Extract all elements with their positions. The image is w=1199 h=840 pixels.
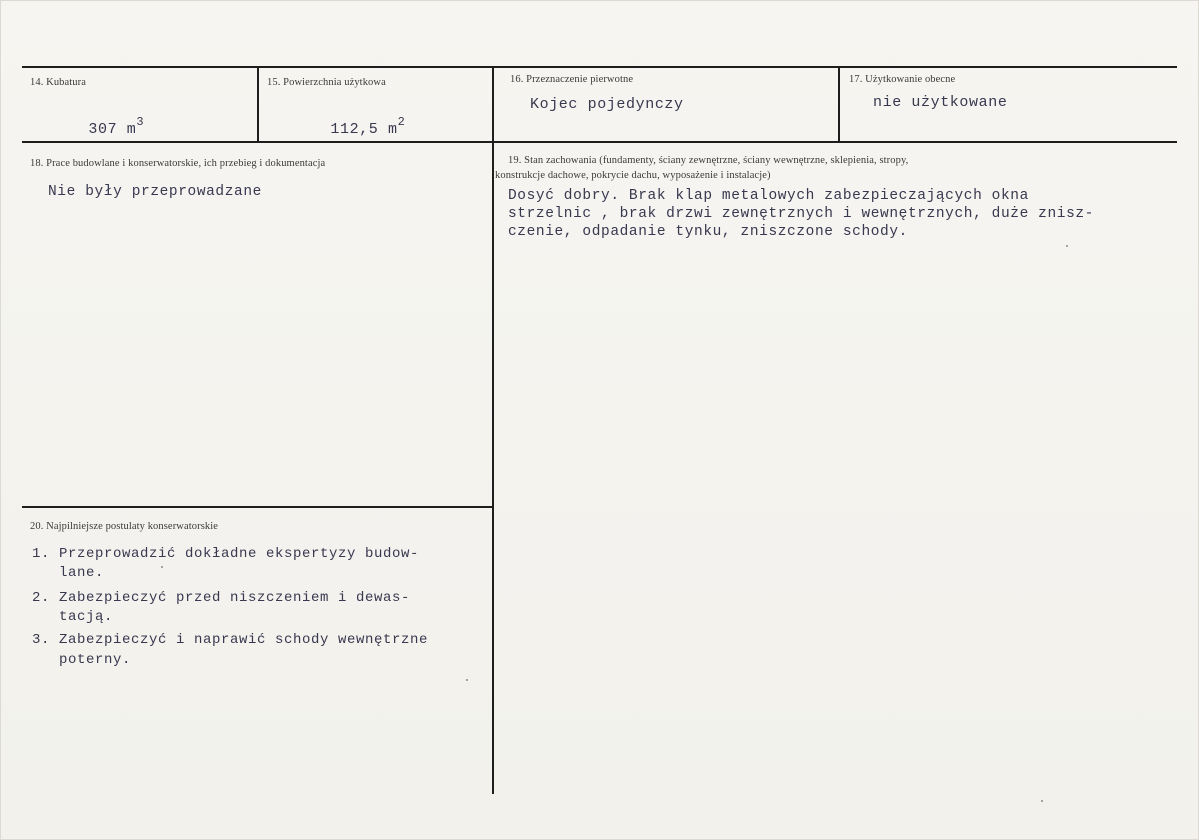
field14-label: 14. Kubatura: [30, 77, 87, 88]
field16-value: Kojec pojedynczy: [530, 96, 684, 113]
field20-line-3: 2. Zabezpieczyć przed niszczeniem i dewas-: [32, 590, 411, 606]
field20-line-6: poterny.: [32, 652, 132, 668]
field17-label: 17. Użytkowanie obecne: [849, 74, 956, 85]
field19-line-2: strzelnic , brak drzwi zewnętrznych i wewnętrznych, duże znisz-: [508, 206, 1094, 222]
col-divider-2: [492, 66, 494, 794]
top-rule: [22, 66, 1177, 68]
row1-rule: [22, 141, 1177, 143]
field19-line-3: czenie, odpadanie tynku, zniszczone schody.: [508, 224, 908, 240]
field20-line-2: lane.: [32, 565, 105, 581]
paper-speck: [1041, 800, 1043, 802]
field14-value-sup: 3: [136, 115, 145, 129]
field20-line-5: 3. Zabezpieczyć i naprawić schody wewnętrzne: [32, 632, 429, 648]
field18-label: 18. Prace budowlane i konserwatorskie, ich przebieg i dokumentacja: [30, 158, 326, 169]
field15-value-sup: 2: [397, 115, 406, 129]
field14-value: [50, 100, 144, 155]
field15-value: [292, 100, 405, 155]
field14-value-text: 307 m: [88, 121, 137, 138]
field16-label: 16. Przeznaczenie pierwotne: [510, 74, 634, 85]
field20-line-1: 1. Przeprowadzić dokładne ekspertyzy budow-: [32, 546, 420, 562]
field15-label: 15. Powierzchnia użytkowa: [267, 77, 386, 88]
row2-rule: [22, 506, 492, 508]
field19-line-1: Dosyć dobry. Brak klap metalowych zabezpieczających okna: [508, 188, 1029, 204]
field20-label: 20. Najpilniejsze postulaty konserwatorskie: [30, 521, 219, 532]
paper-speck: [1066, 245, 1068, 247]
field15-value-text: 112,5 m: [330, 121, 398, 138]
field19-label-line1: 19. Stan zachowania (fundamenty, ściany zewnętrzne, ściany wewnętrzne, sklepienia, stropy,: [508, 155, 909, 166]
col-divider-3: [838, 66, 840, 142]
paper-speck: [466, 679, 468, 681]
field20-line-4: tacją.: [32, 609, 114, 625]
paper-speck: [161, 566, 163, 568]
field19-label-line2: konstrukcje dachowe, pokrycie dachu, wyposażenie i instalacje): [495, 170, 771, 181]
field17-value: nie użytkowane: [873, 94, 1008, 111]
col-divider-1: [257, 66, 259, 142]
field18-value: Nie były przeprowadzane: [48, 184, 262, 200]
